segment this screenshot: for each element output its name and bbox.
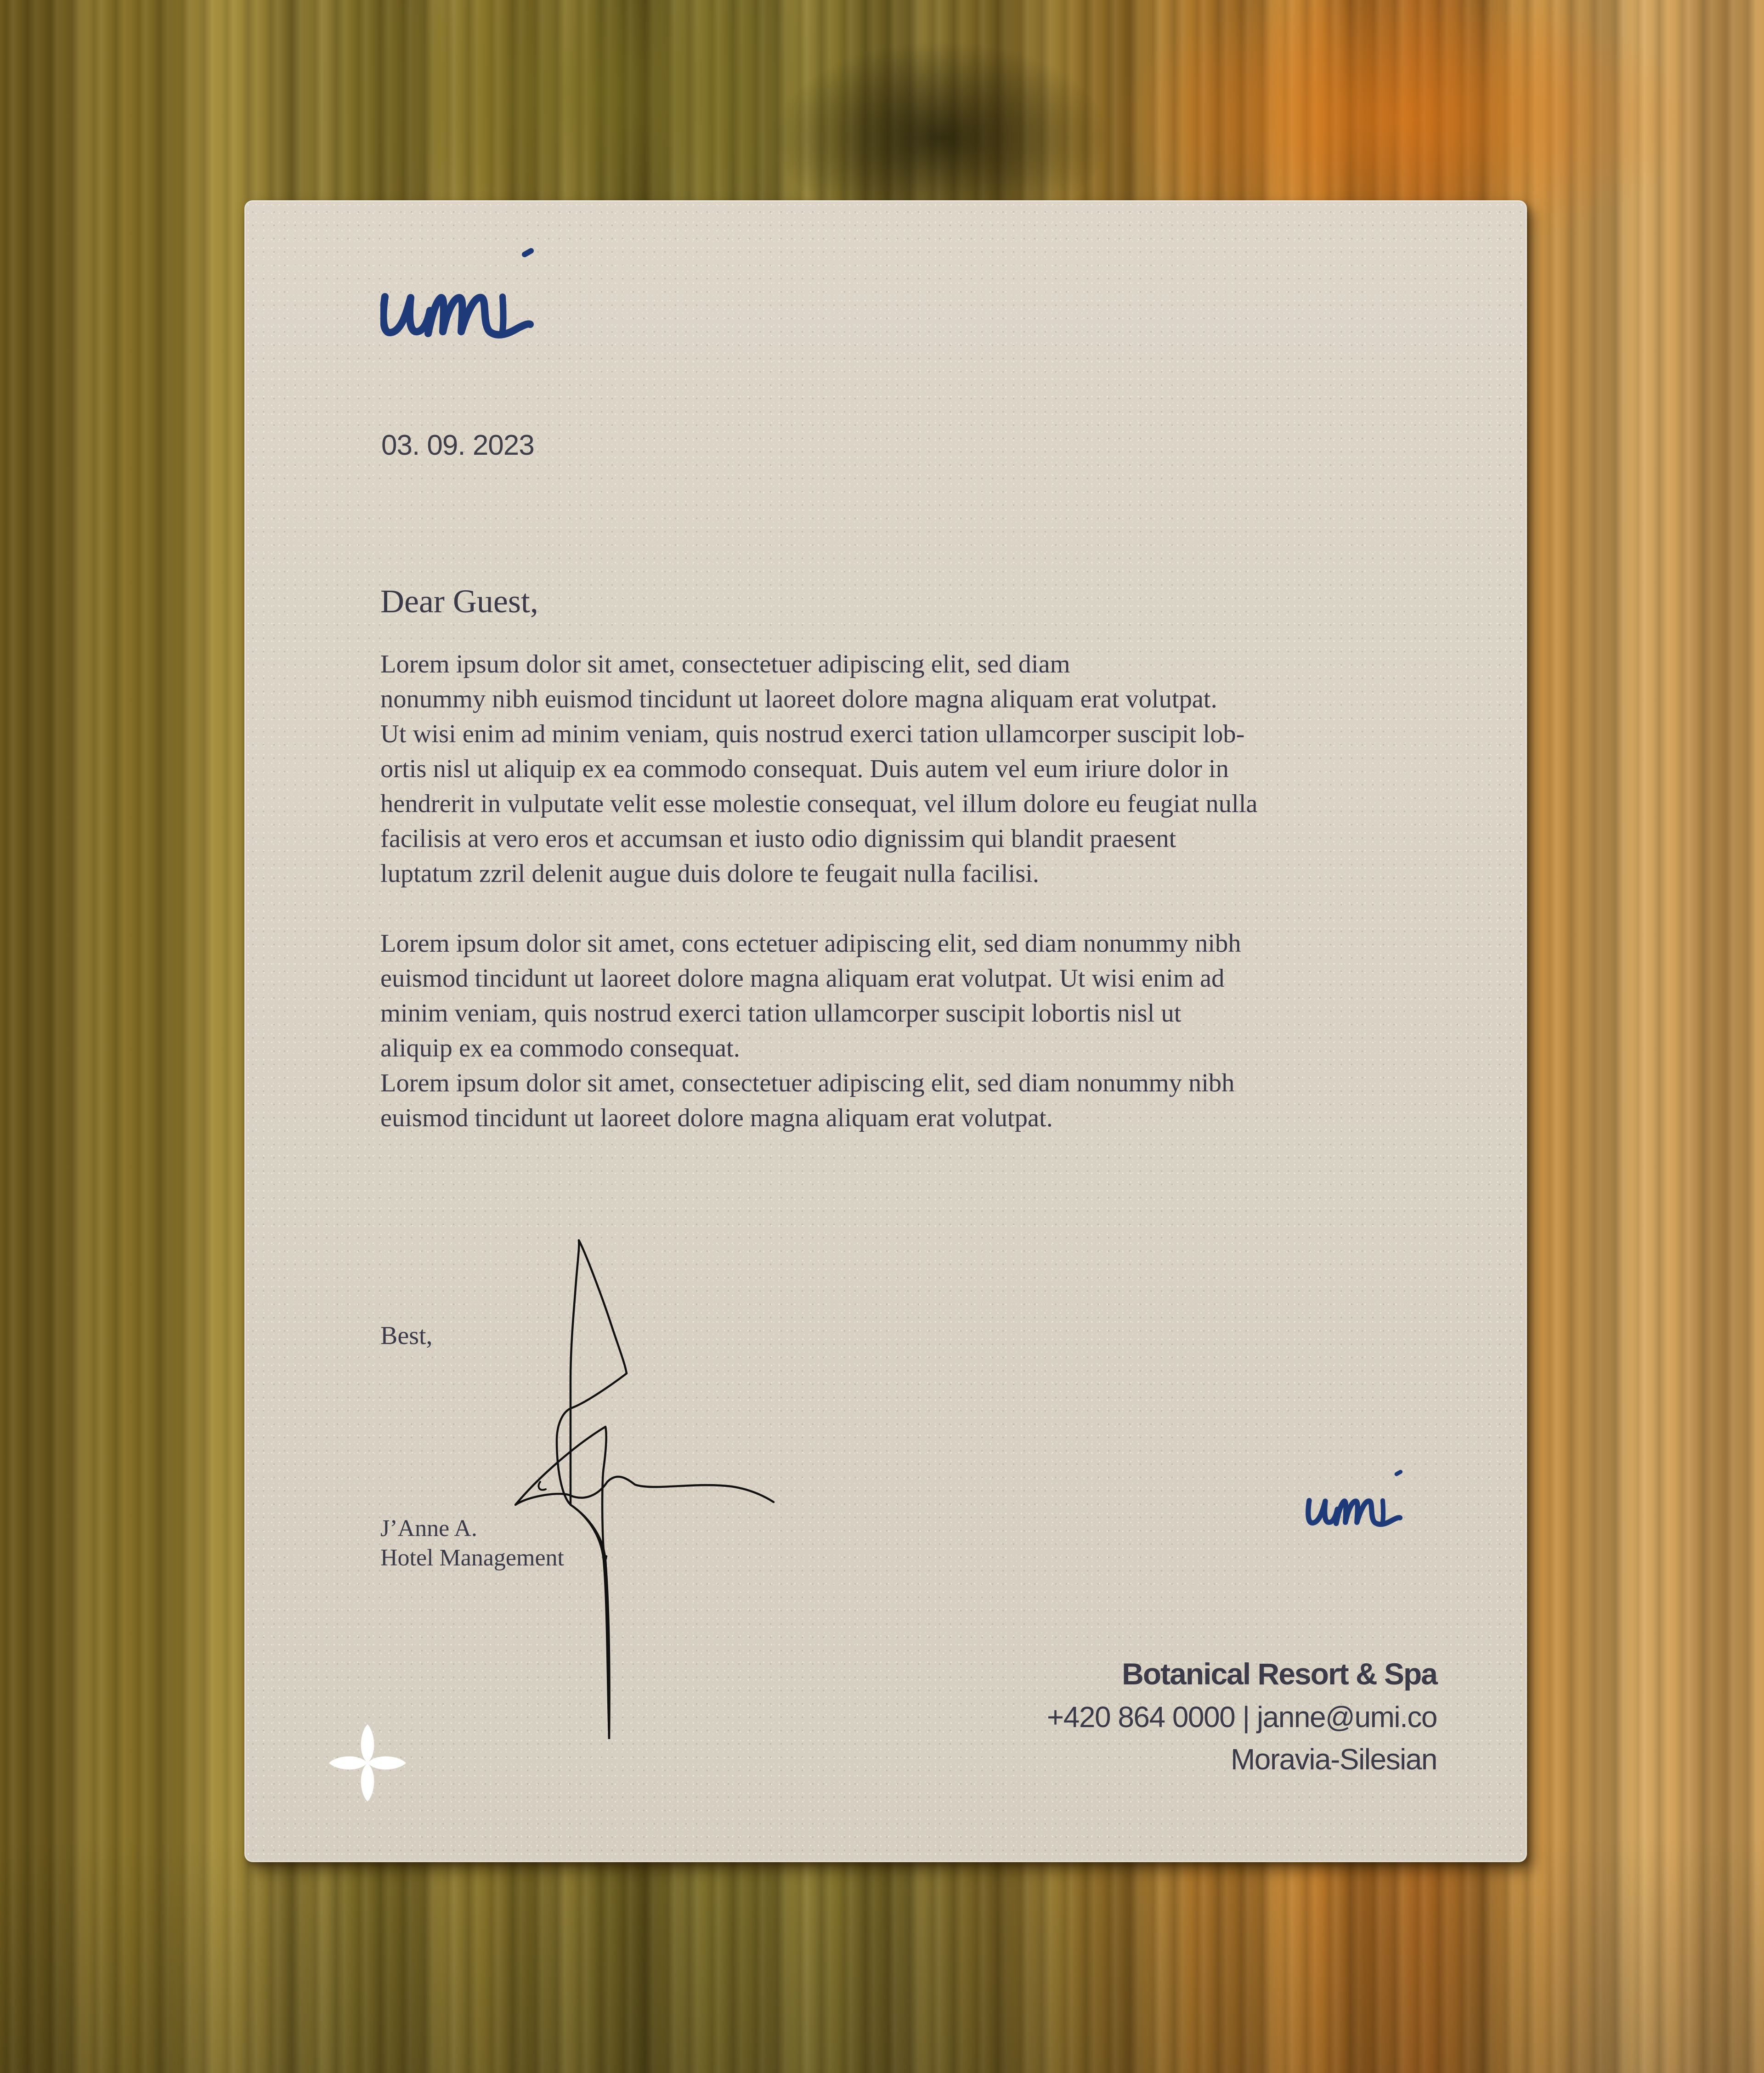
closing: Best,	[380, 1322, 433, 1350]
body-line: euismod tincidunt ut laoreet dolore magna aliquam erat volutpat. Ut wisi enim ad	[380, 964, 1225, 993]
body-line: hendrerit in vulputate velit esse molestie consequat, vel illum dolore eu feugiat nulla	[380, 790, 1258, 818]
body-line: Lorem ipsum dolor sit amet, consectetuer adipiscing elit, sed diam	[380, 650, 1070, 678]
signer-title: Hotel Management	[380, 1545, 564, 1571]
body-line: aliquip ex ea commodo consequat.	[380, 1034, 740, 1062]
letter-body	[380, 647, 1455, 1135]
background-shade	[0, 1837, 1764, 2073]
umi-logo-top	[380, 246, 537, 356]
body-line: Lorem ipsum dolor sit amet, consectetuer adipiscing elit, sed diam nonummy nibh	[380, 1069, 1235, 1097]
greeting: Dear Guest,	[380, 583, 538, 620]
four-petal-flower-icon	[325, 1721, 410, 1805]
signature	[419, 1211, 777, 1739]
body-line: minim veniam, quis nostrud exerci tation ullamcorper suscipit lobortis nisl ut	[380, 999, 1182, 1028]
umi-logo-bottom	[1306, 1469, 1405, 1538]
body-line: luptatum zzril delenit augue duis dolore te feugait nulla facilisi.	[380, 859, 1040, 888]
body-line: Ut wisi enim ad minim veniam, quis nostrud exerci tation ullamcorper suscipit lob-	[380, 720, 1245, 748]
body-line: nonummy nibh euismod tincidunt ut laoreet dolore magna aliquam erat volutpat.	[380, 685, 1217, 713]
letter-date: 03. 09. 2023	[381, 429, 534, 461]
body-line: Lorem ipsum dolor sit amet, cons ectetuer adipiscing elit, sed diam nonummy nibh	[380, 929, 1241, 958]
signer-name: J’Anne A.	[380, 1515, 477, 1542]
paragraph-gap	[380, 891, 1455, 926]
contact-block	[1047, 1652, 1437, 1780]
signer-block	[380, 1514, 564, 1573]
region: Moravia-Silesian	[1230, 1743, 1437, 1776]
resort-name: Botanical Resort & Spa	[1122, 1657, 1437, 1691]
body-line: ortis nisl ut aliquip ex ea commodo consequat. Duis autem vel eum iriure dolor in	[380, 755, 1229, 783]
svg-text:umi: umi	[380, 246, 381, 247]
body-line: euismod tincidunt ut laoreet dolore magna aliquam erat volutpat.	[380, 1104, 1053, 1132]
body-line: facilisis at vero eros et accumsan et iusto odio dignissim qui blandit praesent	[380, 825, 1176, 853]
letter-page	[244, 200, 1527, 1862]
phone-email: +420 864 0000 | janne@umi.co	[1046, 1700, 1437, 1734]
